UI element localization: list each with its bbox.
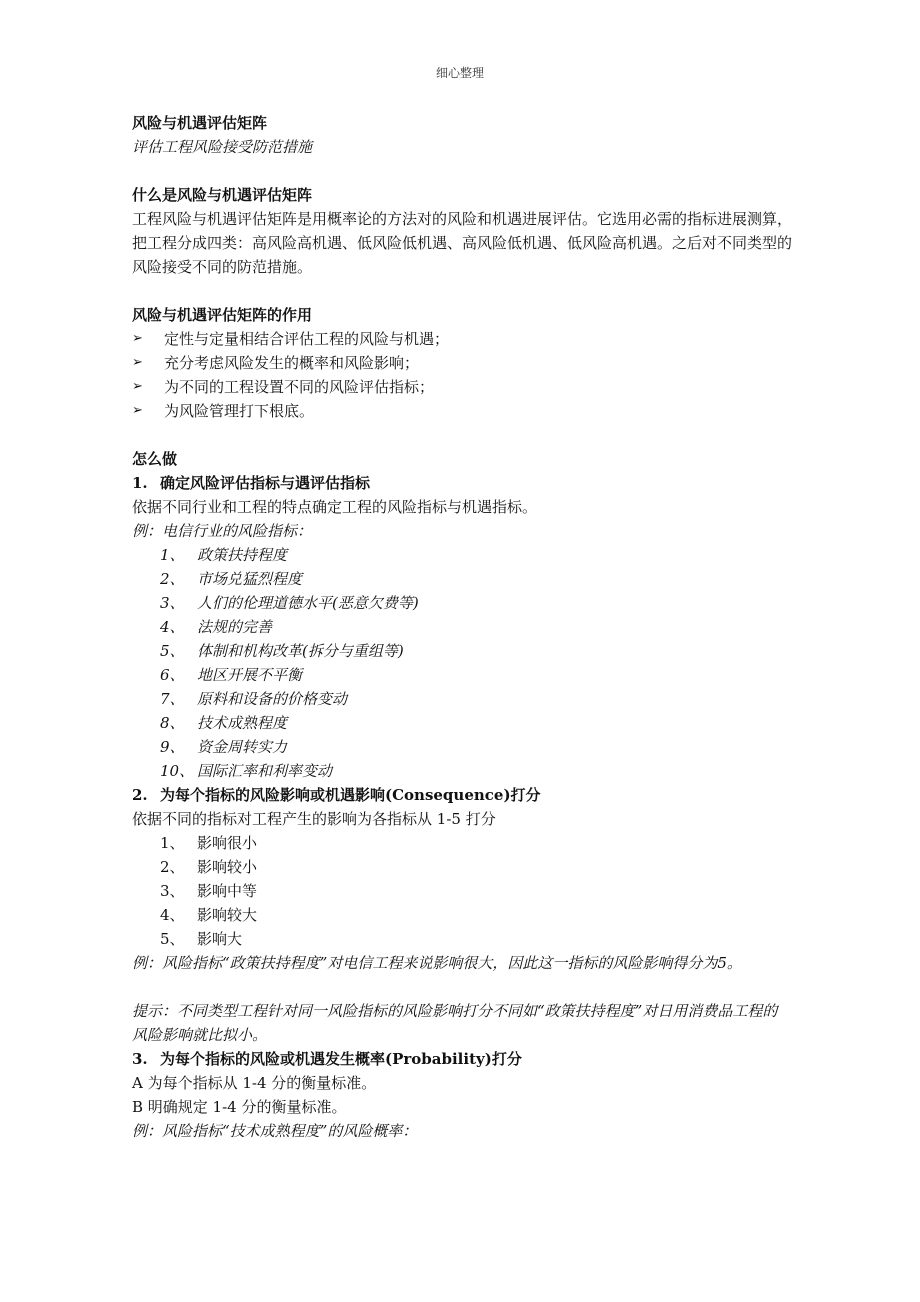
item-number: 3、 xyxy=(160,594,185,612)
section-how-heading: 怎么做 xyxy=(132,450,178,468)
item-number: 3、 xyxy=(160,882,185,900)
item-text: 影响很小 xyxy=(197,834,258,852)
section-what-body: 工程风险与机遇评估矩阵是用概率论的方法对的风险和机遇进展评估。它选用必需的指标进展测算，把工程分成四类：高风险高机遇、低风险低机遇、高风险低机遇、低风险高机遇。之后对不同类型的风险接受不同的防范措施。 xyxy=(132,210,793,276)
item-number: 2、 xyxy=(160,570,185,588)
step-1-body: 依据不同行业和工程的特点确定工程的风险指标与机遇指标。 xyxy=(132,498,538,516)
item-text: 法规的完善 xyxy=(197,618,273,636)
list-item xyxy=(132,711,792,735)
step-3-line-a: A 为每个指标从 1-4 分的衡量标准。 xyxy=(132,1074,377,1092)
list-item xyxy=(132,855,792,879)
list-item xyxy=(132,567,792,591)
list-item xyxy=(132,639,792,663)
item-text: 原料和设备的价格变动 xyxy=(197,690,348,708)
item-text: 政策扶持程度 xyxy=(197,546,288,564)
item-text: 地区开展不平衡 xyxy=(197,666,303,684)
item-number: 8、 xyxy=(160,714,185,732)
arrow-bullet-icon: ➢ xyxy=(132,331,143,346)
item-number: 1、 xyxy=(160,834,185,852)
step-number: 1. xyxy=(132,474,148,492)
item-number: 7、 xyxy=(160,690,185,708)
step-title: 为每个指标的风险或机遇发生概率(Probability)打分 xyxy=(160,1050,522,1068)
item-text: 人们的伦理道德水平(恶意欠费等) xyxy=(197,594,419,612)
item-text: 技术成熟程度 xyxy=(197,714,288,732)
spacer xyxy=(132,279,792,303)
list-item xyxy=(132,687,792,711)
item-number: 4、 xyxy=(160,618,185,636)
step-number: 3. xyxy=(132,1050,148,1068)
step-3-example: 例：风险指标“技术成熟程度”的风险概率： xyxy=(132,1122,418,1140)
bullet-item xyxy=(132,399,792,423)
item-number: 5、 xyxy=(160,642,185,660)
arrow-bullet-icon: ➢ xyxy=(132,379,143,394)
step-title: 为每个指标的风险影响或机遇影响(Consequence)打分 xyxy=(160,786,541,804)
bullet-text: 定性与定量相结合评估工程的风险与机遇； xyxy=(164,330,450,348)
step-2-body: 依据不同的指标对工程产生的影响为各指标从 1-5 打分 xyxy=(132,810,496,828)
item-text: 国际汇率和利率变动 xyxy=(197,762,333,780)
bullet-text: 充分考虑风险发生的概率和风险影响； xyxy=(164,354,420,372)
item-number: 9、 xyxy=(160,738,185,756)
step-2-heading xyxy=(132,783,792,807)
document-body xyxy=(132,111,792,1143)
step-2-example: 例：风险指标“政策扶持程度”对电信工程来说影响很大，因此这一指标的风险影响得分为5。 xyxy=(132,954,742,972)
list-item xyxy=(132,615,792,639)
bullet-text: 为不同的工程设置不同的风险评估指标； xyxy=(164,378,435,396)
item-text: 影响较大 xyxy=(197,906,258,924)
arrow-bullet-icon: ➢ xyxy=(132,403,143,418)
list-item xyxy=(132,663,792,687)
item-number: 1、 xyxy=(160,546,185,564)
doc-title: 风险与机遇评估矩阵 xyxy=(132,114,268,132)
bullet-item xyxy=(132,375,792,399)
list-item xyxy=(132,591,792,615)
item-text: 影响大 xyxy=(197,930,243,948)
spacer xyxy=(132,159,792,183)
list-item xyxy=(132,543,792,567)
item-number: 10、 xyxy=(160,762,195,780)
step-3-line-b: B 明确规定 1-4 分的衡量标准。 xyxy=(132,1098,347,1116)
bullet-text: 为风险管理打下根底。 xyxy=(164,402,315,420)
item-number: 4、 xyxy=(160,906,185,924)
list-item xyxy=(132,759,792,783)
list-item xyxy=(132,831,792,855)
step-title: 确定风险评估指标与遇评估指标 xyxy=(160,474,371,492)
item-text: 市场兑猛烈程度 xyxy=(197,570,303,588)
step-2-tip: 提示：不同类型工程针对同一风险指标的风险影响打分不同如“政策扶持程度”对日用消费品工程的风险影响就比拟小。 xyxy=(132,1002,778,1044)
bullet-item xyxy=(132,351,792,375)
list-item xyxy=(132,903,792,927)
section-what-heading: 什么是风险与机遇评估矩阵 xyxy=(132,186,313,204)
step-1-heading xyxy=(132,471,792,495)
list-item xyxy=(132,879,792,903)
step-1-example-label: 例：电信行业的风险指标： xyxy=(132,522,313,540)
doc-subtitle: 评估工程风险接受防范措施 xyxy=(132,138,313,156)
spacer xyxy=(132,975,792,999)
arrow-bullet-icon: ➢ xyxy=(132,355,143,370)
step-3-heading xyxy=(132,1047,792,1071)
item-text: 体制和机构改革(拆分与重组等) xyxy=(197,642,404,660)
item-number: 2、 xyxy=(160,858,185,876)
spacer xyxy=(132,423,792,447)
list-item xyxy=(132,735,792,759)
item-text: 资金周转实力 xyxy=(197,738,288,756)
page-header: 细心整理 xyxy=(435,66,484,80)
item-text: 影响中等 xyxy=(197,882,258,900)
section-role-heading: 风险与机遇评估矩阵的作用 xyxy=(132,306,313,324)
item-number: 5、 xyxy=(160,930,185,948)
step-number: 2. xyxy=(132,786,148,804)
list-item xyxy=(132,927,792,951)
item-number: 6、 xyxy=(160,666,185,684)
bullet-item xyxy=(132,327,792,351)
item-text: 影响较小 xyxy=(197,858,258,876)
